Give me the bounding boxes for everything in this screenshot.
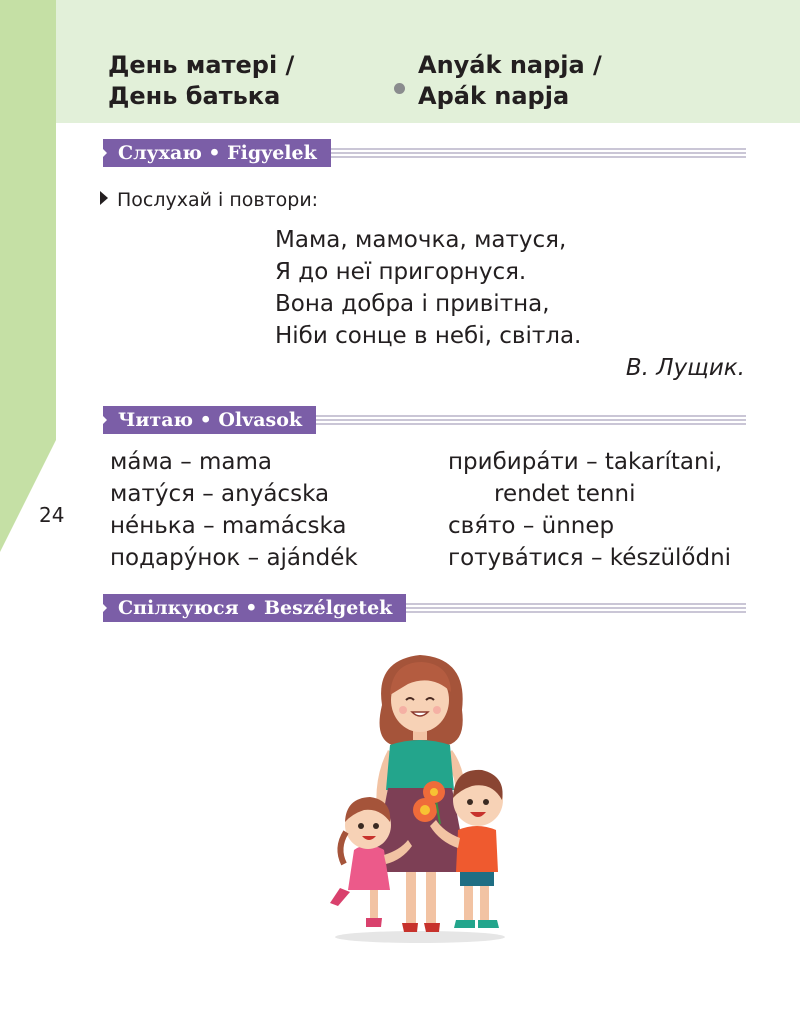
section-tag-read: Читаю • Olvasok bbox=[103, 406, 316, 434]
side-strip bbox=[0, 0, 60, 560]
lesson-title-ukrainian: День матері / День батька bbox=[108, 51, 295, 110]
tag-notch bbox=[100, 413, 107, 427]
vocabulary-item-continuation: rendet tenni bbox=[494, 481, 636, 507]
poem-author: В. Лущик. bbox=[625, 355, 745, 381]
poem-line: Ніби сонце в небі, світла. bbox=[275, 323, 582, 349]
vocabulary-item: подару́нок – ajándék bbox=[110, 545, 358, 571]
vocabulary-list-right bbox=[448, 446, 731, 574]
tag-notch bbox=[100, 146, 107, 160]
vocabulary-item: ма́ма – mama bbox=[110, 449, 273, 475]
poem-line: Вона добра і привітна, bbox=[275, 291, 550, 317]
poem-line: Я до неї пригорнуся. bbox=[275, 259, 527, 285]
title-separator-dot bbox=[394, 83, 405, 94]
vocabulary-item: не́нька – mamácska bbox=[110, 513, 347, 539]
vocabulary-list-left bbox=[110, 446, 358, 574]
tag-notch bbox=[100, 601, 107, 615]
instruction: Послухай і повтори: bbox=[100, 187, 318, 213]
lesson-title-hungarian: Anyák napja / Apák napja bbox=[418, 51, 602, 110]
play-arrow-icon bbox=[100, 191, 108, 205]
page-number: 24 bbox=[39, 503, 65, 527]
vocabulary-item: готува́тися – készülődni bbox=[448, 545, 732, 571]
section-tag-listen: Слухаю • Figyelek bbox=[103, 139, 331, 167]
section-header-speak bbox=[100, 591, 746, 625]
vocabulary-item: мату́ся – anyácska bbox=[110, 481, 330, 507]
section-tag-speak: Спілкуюся • Beszélgetek bbox=[103, 594, 406, 622]
section-header-read bbox=[100, 403, 746, 437]
section-header-listen bbox=[100, 136, 746, 170]
vocabulary-item: свя́то – ünnep bbox=[448, 513, 615, 539]
poem-line: Мама, мамочка, матуся, bbox=[275, 227, 567, 253]
vocabulary-item: прибира́ти – takarítani, bbox=[448, 449, 723, 475]
poem bbox=[275, 224, 581, 352]
mother-children-illustration bbox=[320, 650, 520, 945]
